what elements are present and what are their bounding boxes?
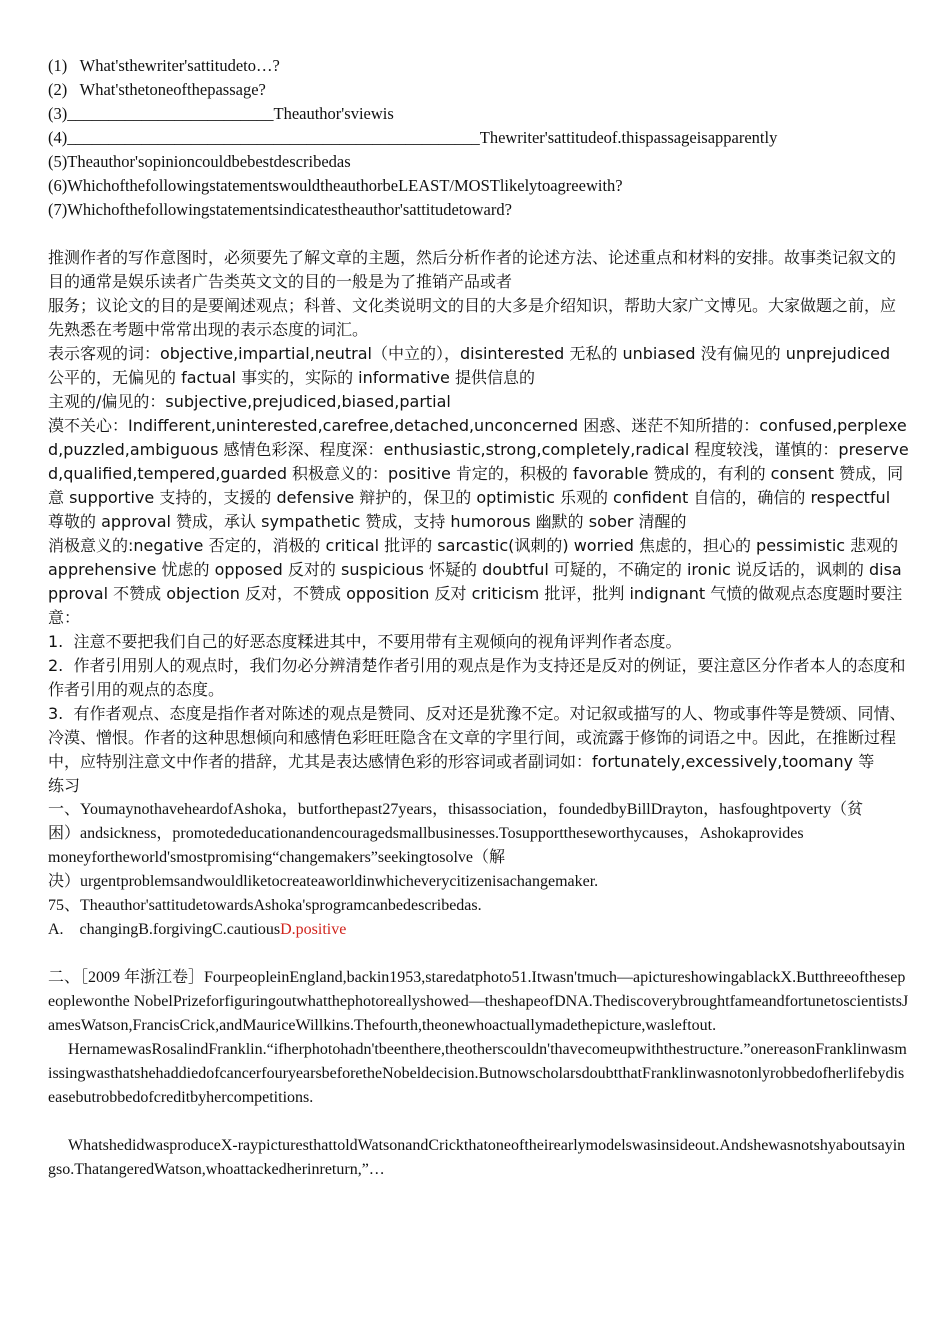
intro-section: [48, 246, 910, 798]
negative-words: 消极意义的:negative 否定的，消极的 critical 批评的 sarcastic(讽刺的) worried 焦虑的，担心的 pessimistic 悲观的 apprehensive 忧虑的 opposed 反对的 suspicious 怀疑的 doubtful 可疑的，不确定的 ironic 说反话的，讽刺的 disapproval 不赞成 objection 反对，不赞成 opposition 反对 criticism 批评，批判 indignant 气愤的做观点态度题时要注意：: [48, 536, 903, 627]
tip-item: 2. 作者引用别人的观点时，我们勿必分辨清楚作者引用的观点是作为支持还是反对的例证，要注意区分作者本人的态度和作者引用的观点的态度。: [48, 656, 906, 699]
subjective-words: 主观的/偏见的：subjective,prejudiced,biased,partial: [48, 392, 451, 411]
passage-paragraph: WhatshedidwasproduceX-raypicturesthattoldWatsonandCrickthatoneoftheirearlymodelswasinsideout.Andshewasnotshyaboutsayingso.ThatangeredWatson,whoattackedherinreturn,”…: [48, 1137, 906, 1178]
question-item: (6)WhichofthefollowingstatementswouldtheauthorbeLEAST/MOSTlikelytoagreewith?: [48, 176, 623, 195]
practice-heading: 练习: [48, 776, 81, 795]
passage-line: 一、YoumaynothaveheardofAshoka，butforthepast27years，thisassociation，foundedbyBillDrayton，hasfoughtpoverty（贫: [48, 801, 864, 818]
answer-options: [48, 918, 910, 942]
passage-line: 决）urgentproblemsandwouldliketocreateaworldinwhicheverycitizenisachangemaker.: [48, 873, 599, 890]
exercise-1: [48, 798, 910, 942]
spacer: [48, 1110, 910, 1134]
objective-words: 表示客观的词：objective,impartial,neutral（中立的），disinterested 无私的 unbiased 没有偏见的 unprejudiced 公平的，无偏见的 factual 事实的，实际的 informative 提供信息的: [48, 344, 891, 387]
question-item: (3)_________________________Theauthor'sviewis: [48, 104, 394, 123]
intro-paragraph: 服务；议论文的目的是要阐述观点；科普、文化类说明文的目的大多是介绍知识，帮助大家广文博见。大家做题之前，应先熟悉在考题中常常出现的表示态度的词汇。: [48, 296, 897, 339]
tip-item: 3. 有作者观点、态度是指作者对陈述的观点是赞同、反对还是犹豫不定。对记叙或描写的人、物或事件等是赞颂、同情、冷漠、憎恨。作者的这种思想倾向和感情色彩旺旺隐含在文章的字里行间，或流露于修饰的词语之中。因此，在推断过程中，应特别注意文中作者的措辞，尤其是表达感情色彩的形容词或者副词如：fortunately,excessively,toomany 等: [48, 704, 906, 771]
question-item: (1) What'sthewriter'sattitudeto…?: [48, 56, 280, 75]
intro-paragraph: 推测作者的写作意图时，必须要先了解文章的主题，然后分析作者的论述方法、论述重点和材料的安排。故事类记叙文的目的通常是娱乐读者广告类英文文的目的一般是为了推销产品或者: [48, 248, 897, 291]
passage-paragraph: HernamewasRosalindFranklin.“ifherphotohadn'tbeenthere,theotherscouldn'thavecomeupwiththestructure.”onereasonFranklinwasmissingwasthatshehaddiedofcancerfouryearsbeforetheNobeldecision.ButnowscholarsdoubtthatFranklinwasnotonlyrobbedofherlifebydiseasebutrobbedofcreditbyhercompetitions.: [48, 1041, 907, 1106]
document-page: [48, 54, 910, 1182]
passage-paragraph: 二、［2009 年浙江卷］FourpeopleinEngland,backin1953,staredatphoto51.Itwasn'tmuch—apictureshowingablackX.Butthreeofthesepeoplewonthe NobelPrizeforfiguringoutwhatthephotoreallyshowed—theshapeofDNA.ThediscoverybroughtfameandfortunetoscientistsJamesWatson,FrancisCrick,andMauriceWillkins.Thefourth,theonewhoactuallymadethepicture,wasleftout.: [48, 969, 909, 1034]
question-item: (7)Whichofthefollowingstatementsindicatestheauthor'sattitudetoward?: [48, 200, 512, 219]
question-item: (5)Theauthor'sopinioncouldbebestdescribedas: [48, 152, 351, 171]
tip-item: 1. 注意不要把我们自己的好恶态度糅进其中，不要用带有主观倾向的视角评判作者态度。: [48, 632, 682, 651]
spacer: [48, 222, 910, 246]
question-list: [48, 54, 910, 222]
spacer: [48, 942, 910, 966]
indifferent-positive-words: 漠不关心：Indifferent,uninterested,carefree,detached,unconcerned 困惑、迷茫不知所措的：confused,perplexed,puzzled,ambiguous 感情色彩深、程度深：enthusiastic,strong,completely,radical 程度较浅，谨慎的：preserved,qualified,tempered,guarded 积极意义的：positive 肯定的，积极的 favorable 赞成的，有利的 consent 赞成，同意 supportive 支持的，支援的 defensive 辩护的，保卫的 optimistic 乐观的 confident 自信的，确信的 respectful 尊敬的 approval 赞成，承认 sympathetic 赞成，支持 humorous 幽默的 sober 清醒的: [48, 416, 909, 531]
question-item: (4)__________________________________________________Thewriter'sattitudeof.thispassageisapparently: [48, 128, 778, 147]
correct-answer: D.positive: [280, 921, 347, 938]
options-text: A. changingB.forgivingC.cautious: [48, 921, 281, 938]
exercise-2: [48, 966, 910, 1182]
question-item: (2) What'sthetoneofthepassage?: [48, 80, 266, 99]
exercise-question: 75、Theauthor'sattitudetowardsAshoka'sprogramcanbedescribedas.: [48, 897, 482, 914]
passage-line: moneyfortheworld'smostpromising“changemakers”seekingtosolve（解: [48, 849, 506, 866]
passage-line: 困）andsickness，promotededucationandencouragedsmallbusinesses.Tosupporttheseworthycauses，Ashokaprovides: [48, 825, 804, 842]
